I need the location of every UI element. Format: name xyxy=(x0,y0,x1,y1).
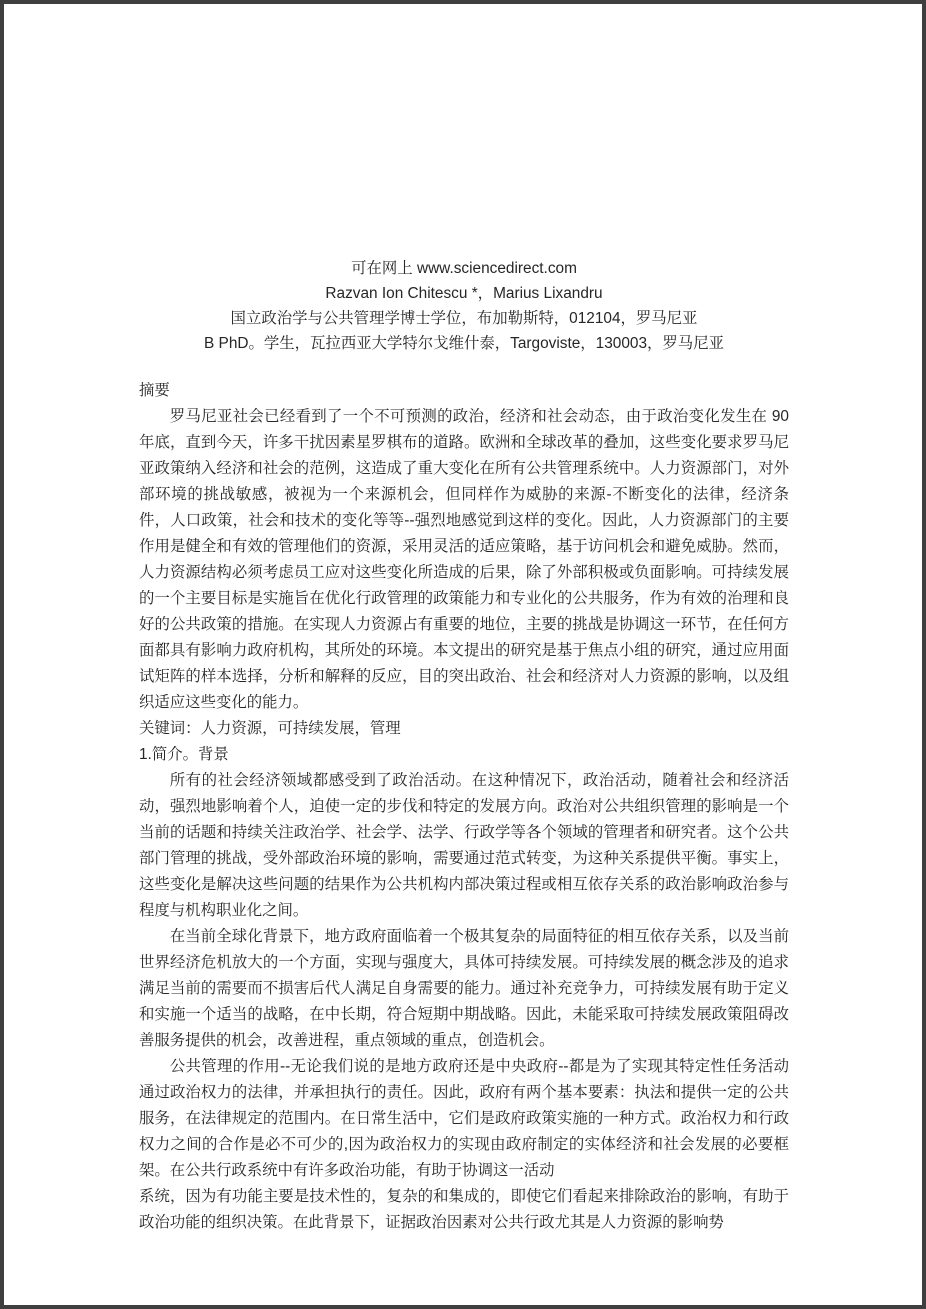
authors-line: Razvan Ion Chitescu *，Marius Lixandru xyxy=(325,285,603,302)
affiliation-line-2: B PhD。学生，瓦拉西亚大学特尔戈维什泰，Targoviste，130003，罗马尼亚 xyxy=(204,335,724,352)
abstract-body: 罗马尼亚社会已经看到了一个不可预测的政治，经济和社会动态，由于政治变化发生在 90 年底，直到今天，许多干扰因素星罗棋布的道路。欧洲和全球改革的叠加，这些变化要求罗马尼亚政策纳入经济和社会的范例，这造成了重大变化在所有公共管理系统中。人力资源部门，对外部环境的挑战敏感，被视为一个来源机会，但同样作为威胁的来源-不断变化的法律，经济条件，人口政策，社会和技术的变化等等--强烈地感觉到这样的变化。因此，人力资源部门的主要作用是健全和有效的管理他们的资源，采用灵活的适应策略，基于访问机会和避免威胁。然而，人力资源结构必须考虑员工应对这些变化所造成的后果，除了外部积极或负面影响。可持续发展的一个主要目标是实施旨在优化行政管理的政策能力和专业化的公共服务，作为有效的治理和良好的公共政策的措施。在实现人力资源占有重要的地位，主要的挑战是协调这一环节，在任何方面都具有影响力政府机构，其所处的环境。本文提出的研究是基于焦点小组的研究，通过应用面试矩阵的样本选择，分析和解释的反应，目的突出政治、社会和经济对人力资源的影响，以及组织适应这些变化的能力。 xyxy=(139,408,789,711)
document-page xyxy=(4,4,922,1305)
keywords-line: 关键词：人力资源，可持续发展，管理 xyxy=(139,720,401,737)
availability-line: 可在网上 www.sciencedirect.com xyxy=(351,260,577,277)
section-heading-introduction: 1.简介。背景 xyxy=(139,746,229,763)
intro-paragraph-3: 公共管理的作用--无论我们说的是地方政府还是中央政府--都是为了实现其特定性任务活动通过政治权力的法律，并承担执行的责任。因此，政府有两个基本要素：执法和提供一定的公共服务，在法律规定的范围内。在日常生活中，它们是政府政策实施的一种方式。政治权力和行政权力之间的合作是必不可少的,因为政治权力的实现由政府制定的实体经济和社会发展的必要框架。在公共行政系统中有许多政治功能，有助于协调这一活动 xyxy=(139,1058,789,1179)
intro-paragraph-2: 在当前全球化背景下，地方政府面临着一个极其复杂的局面特征的相互依存关系，以及当前世界经济危机放大的一个方面，实现与强度大，具体可持续发展。可持续发展的概念涉及的追求满足当前的需要而不损害后代人满足自身需要的能力。通过补充竞争力，可持续发展有助于定义和实施一个适当的战略，在中长期，符合短期中期战略。因此，未能采取可持续发展政策阻碍改善服务提供的机会，改善进程，重点领域的重点，创造机会。 xyxy=(139,928,789,1049)
abstract-heading: 摘要 xyxy=(139,382,170,399)
document-content xyxy=(139,256,789,1236)
intro-paragraph-1: 所有的社会经济领域都感受到了政治活动。在这种情况下，政治活动，随着社会和经济活动，强烈地影响着个人，迫使一定的步伐和特定的发展方向。政治对公共组织管理的影响是一个当前的话题和持续关注政治学、社会学、法学、行政学等各个领域的管理者和研究者。这个公共部门管理的挑战，受外部政治环境的影响，需要通过范式转变，为这种关系提供平衡。事实上，这些变化是解决这些问题的结果作为公共机构内部决策过程或相互依存关系的政治影响政治参与程度与机构职业化之间。 xyxy=(139,772,789,919)
affiliation-line-1: 国立政治学与公共管理学博士学位，布加勒斯特，012104，罗马尼亚 xyxy=(230,310,698,327)
intro-paragraph-3-continuation: 系统，因为有功能主要是技术性的，复杂的和集成的，即使它们看起来排除政治的影响，有助于政治功能的组织决策。在此背景下，证据政治因素对公共行政尤其是人力资源的影响势 xyxy=(139,1188,789,1231)
